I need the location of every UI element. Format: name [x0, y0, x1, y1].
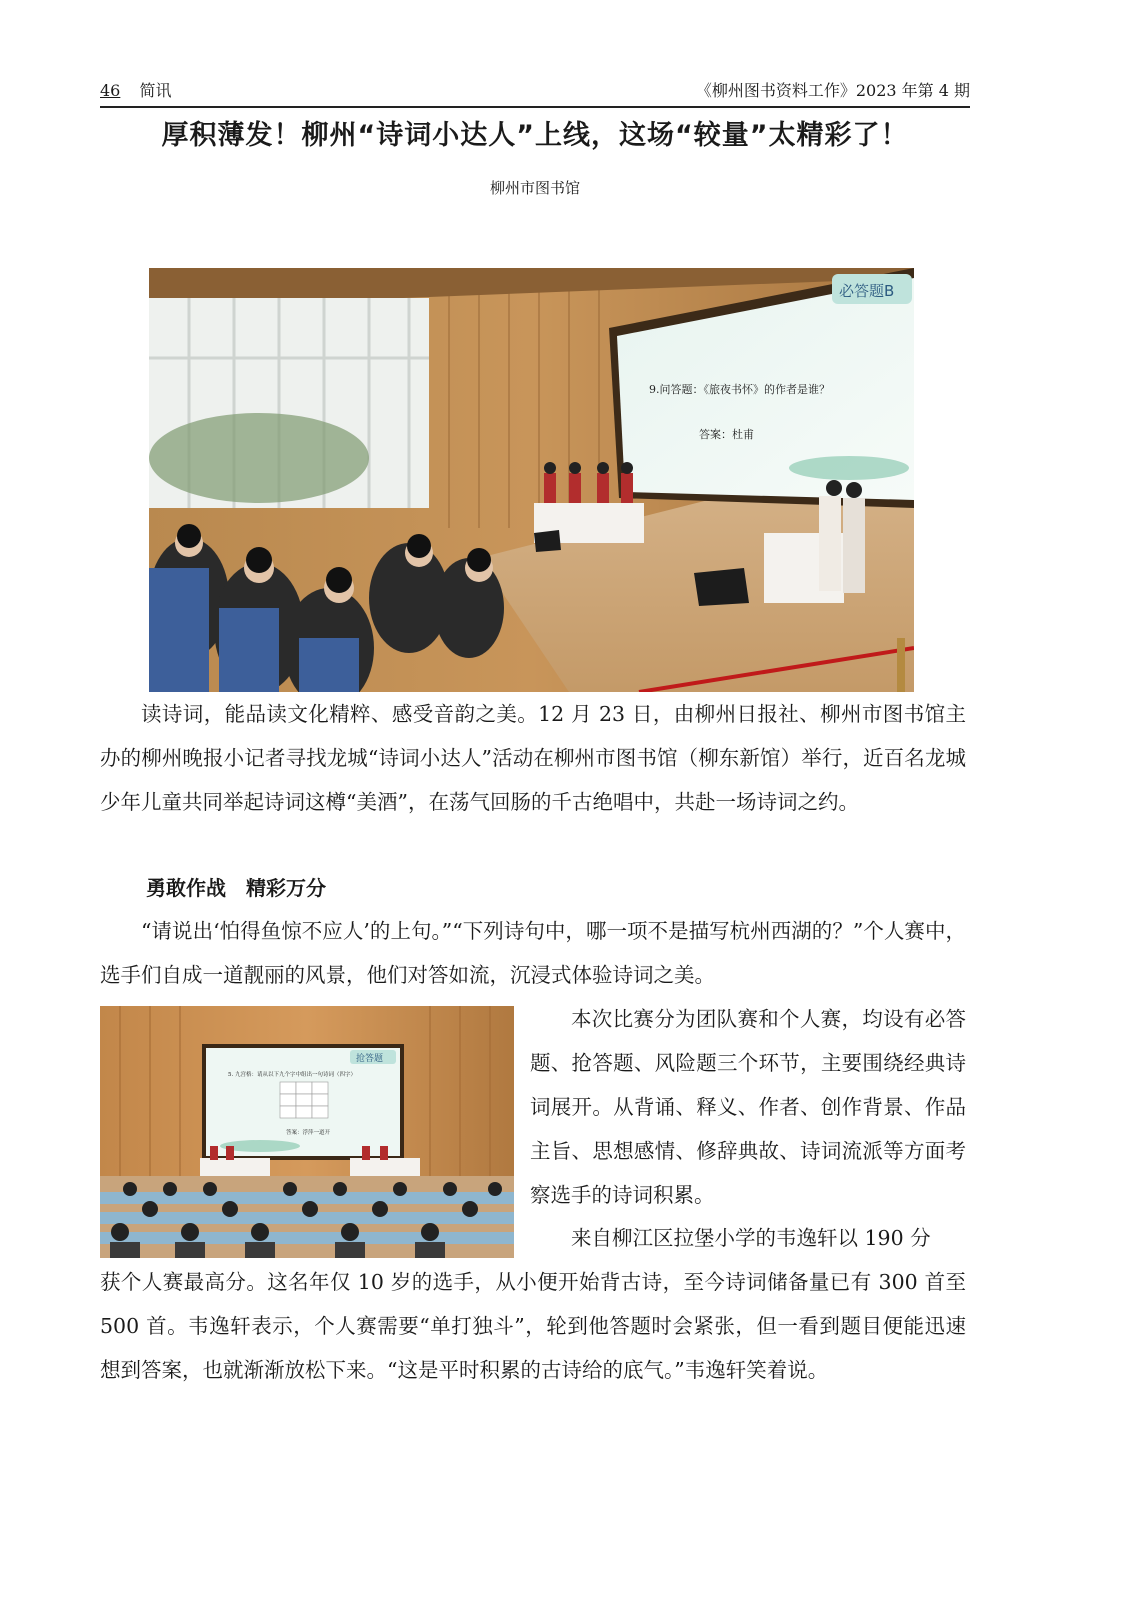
screen-tag-1: 必答题B: [839, 282, 895, 300]
article-author: 柳州市图书馆: [489, 179, 580, 197]
screen-answer-2: 答案：浮萍一道开: [286, 1130, 331, 1136]
paragraph-individual-contest: “请说出‘怕得鱼惊不应人’的上句。”“下列诗句中，哪一项不是描写杭州西湖的？”个人赛中，选手们自成一道靓丽的风景，他们对答如流，沉浸式体验诗词之美。: [100, 919, 966, 987]
paragraph-contest-format: 本次比赛分为团队赛和个人赛，均设有必答题、抢答题、风险题三个环节，主要围绕经典诗词展开。从背诵、释义、作者、创作背景、作品主旨、思想感情、修辞典故、诗词流派等方面考察选手的诗词积累。: [530, 1007, 966, 1207]
screen-tag-2: 抢答题: [356, 1054, 384, 1064]
page-number: 46: [100, 81, 121, 100]
contest-screen-photo: [100, 1006, 514, 1258]
journal-issue: 《柳州图书资料工作》2023 年第 4 期: [695, 81, 970, 100]
header-left: [100, 78, 171, 104]
article-title: 厚积薄发！柳州“诗词小达人”上线，这场“较量”太精彩了！: [161, 120, 909, 151]
screen-question-1: 9.问答题：《旅夜书怀》的作者是谁？: [649, 383, 830, 396]
page-header: [100, 78, 970, 108]
competition-hall-photo: [149, 268, 914, 692]
screen-question-2: 5. 九宫格：请从以下九个字中组出一句诗词（四字）: [228, 1072, 356, 1078]
screen-answer-1: 答案：杜甫: [699, 428, 754, 441]
section-name: 简讯: [139, 81, 172, 100]
section-subheading: 勇敢作战 精彩万分: [146, 876, 326, 900]
paragraph-intro: 读诗词，能品读文化精粹、感受音韵之美。12 月 23 日，由柳州日报社、柳州市图书馆主办的柳州晚报小记者寻找龙城“诗词小达人”活动在柳州市图书馆（柳东新馆）举行，近百名龙城少年儿童共同举起诗词这樽“美酒”，在荡气回肠的千古绝唱中，共赴一场诗词之约。: [100, 702, 966, 814]
paragraph-winner-start: 来自柳江区拉堡小学的韦逸轩以 190 分: [571, 1226, 931, 1250]
paragraph-winner-rest: 获个人赛最高分。这名年仅 10 岁的选手，从小便开始背古诗，至今诗词储备量已有 300 首至 500 首。韦逸轩表示，个人赛需要“单打独斗”，轮到他答题时会紧张，但一看到题目便能迅速想到答案，也就渐渐放松下来。“这是平时积累的古诗给的底气。”韦逸轩笑着说。: [100, 1270, 966, 1382]
